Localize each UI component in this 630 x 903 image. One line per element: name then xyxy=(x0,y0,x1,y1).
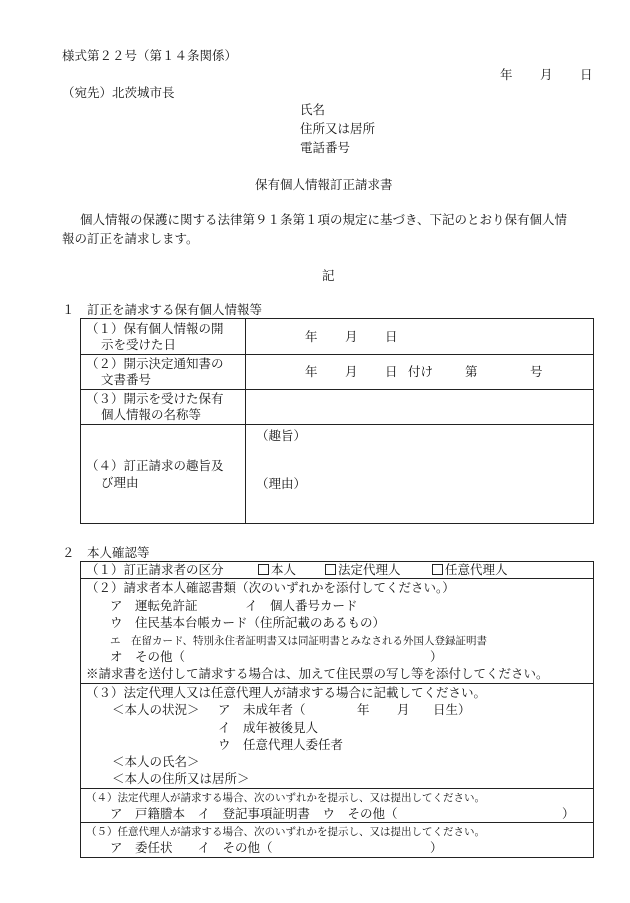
b3-principal[interactable]: ウ 任意代理人委任者 xyxy=(218,737,344,752)
b3-month[interactable]: 月 xyxy=(397,702,410,717)
row2-month[interactable]: 月 xyxy=(345,364,358,379)
b2-item-u: ウ 住民基本台帳カード（住所記載のあるもの） xyxy=(110,615,386,630)
phone-label: 電話番号 xyxy=(300,140,351,155)
opt-honnin-label: 本人 xyxy=(271,562,297,577)
b3-minor[interactable]: ア 未成年者（ xyxy=(218,702,306,717)
intro-line-2: 報の訂正を請求します。 xyxy=(62,231,199,246)
checkbox-honnin[interactable] xyxy=(258,562,296,578)
b5-items[interactable]: ア 委任状 イ その他（ xyxy=(110,840,273,855)
b2-item-a: ア 運転免許証 xyxy=(110,598,198,613)
b2-item-e: エ 在留カード、特別永住者証明書又は同証明書とみなされる外国人登録証明書 xyxy=(110,635,488,647)
row1-label-2: 示を受けた日 xyxy=(101,337,177,352)
b3-status-label: ＜本人の状況＞ xyxy=(112,702,200,717)
form-number: 様式第２２号（第１４条関係） xyxy=(62,48,238,63)
checkbox-icon xyxy=(325,564,336,575)
b3-year[interactable]: 年 xyxy=(357,702,370,717)
b2-note: ※請求書を送付して請求する場合は、加えて住民票の写し等を添付してください。 xyxy=(86,666,549,681)
b1-label: （１）訂正請求者の区分 xyxy=(86,562,224,577)
row4-label-1: （４）訂正請求の趣旨及 xyxy=(86,458,224,473)
row2-day[interactable]: 日 xyxy=(385,364,398,379)
row3-input[interactable] xyxy=(252,398,588,418)
date-month: 月 xyxy=(540,67,553,82)
row1-label-1: （１）保有個人情報の開 xyxy=(86,321,224,336)
row4-label-2: び理由 xyxy=(101,475,139,490)
b3-name-label: ＜本人の氏名＞ xyxy=(112,754,200,769)
addressee: （宛先）北茨城市長 xyxy=(62,85,175,100)
b4-items[interactable]: ア 戸籍謄本 イ 登記事項証明書 ウ その他（ xyxy=(110,806,398,821)
name-label: 氏名 xyxy=(300,102,326,117)
row4-shushi-label[interactable]: （趣旨） xyxy=(256,428,307,443)
row2-dai[interactable]: 第 xyxy=(465,364,478,379)
row3-label-2: 個人情報の名称等 xyxy=(101,407,202,422)
b2-title: （２）請求者本人確認書類（次のいずれかを添付してください。） xyxy=(86,580,455,595)
opt-nini-label: 任意代理人 xyxy=(445,562,508,577)
row2-label-1: （２）開示決定通知書の xyxy=(86,356,224,371)
b5-close: ） xyxy=(430,840,443,855)
ki-mark: 記 xyxy=(322,268,335,283)
row1-day[interactable]: 日 xyxy=(385,329,398,344)
row1-year[interactable]: 年 xyxy=(305,329,318,344)
b3-born[interactable]: 日生） xyxy=(433,702,471,717)
row4-riyu-label[interactable]: （理由） xyxy=(256,476,307,491)
b2-item-o[interactable]: オ その他（ xyxy=(110,649,186,664)
checkbox-icon xyxy=(258,564,269,575)
section2-heading: ２ 本人確認等 xyxy=(62,545,150,560)
row2-year[interactable]: 年 xyxy=(305,364,318,379)
b2-item-o-close: ） xyxy=(430,649,443,664)
b2-item-i: イ 個人番号カード xyxy=(245,598,358,613)
row2-tsuke: 付け xyxy=(408,364,434,379)
b3-addr-label: ＜本人の住所又は居所＞ xyxy=(112,771,250,786)
row3-label-1: （３）開示を受けた保有 xyxy=(86,391,224,406)
opt-hotei-label: 法定代理人 xyxy=(338,562,401,577)
section1-heading: １ 訂正を請求する保有個人情報等 xyxy=(62,302,263,317)
b3-ward[interactable]: イ 成年被後見人 xyxy=(218,720,319,735)
b5-title: （５）任意代理人が請求する場合、次のいずれかを提示し、又は提出してください。 xyxy=(86,826,485,838)
address-label: 住所又は居所 xyxy=(300,121,376,136)
row2-go[interactable]: 号 xyxy=(530,364,543,379)
row1-month[interactable]: 月 xyxy=(345,329,358,344)
b4-close: ） xyxy=(562,806,575,821)
checkbox-hotei[interactable] xyxy=(325,562,401,578)
date-year: 年 xyxy=(500,67,513,82)
date-day: 日 xyxy=(580,67,593,82)
b3-title: （３）法定代理人又は任意代理人が請求する場合に記載してください。 xyxy=(86,685,487,700)
checkbox-nini[interactable] xyxy=(432,562,508,578)
row2-label-2: 文書番号 xyxy=(101,372,152,387)
intro-line-1: 個人情報の保護に関する法律第９１条第１項の規定に基づき、下記のとおり保有個人情 xyxy=(80,212,568,227)
b4-title: （４）法定代理人が請求する場合、次のいずれかを提示し、又は提出してください。 xyxy=(86,792,485,804)
checkbox-icon xyxy=(432,564,443,575)
document-title: 保有個人情報訂正請求書 xyxy=(255,177,393,192)
